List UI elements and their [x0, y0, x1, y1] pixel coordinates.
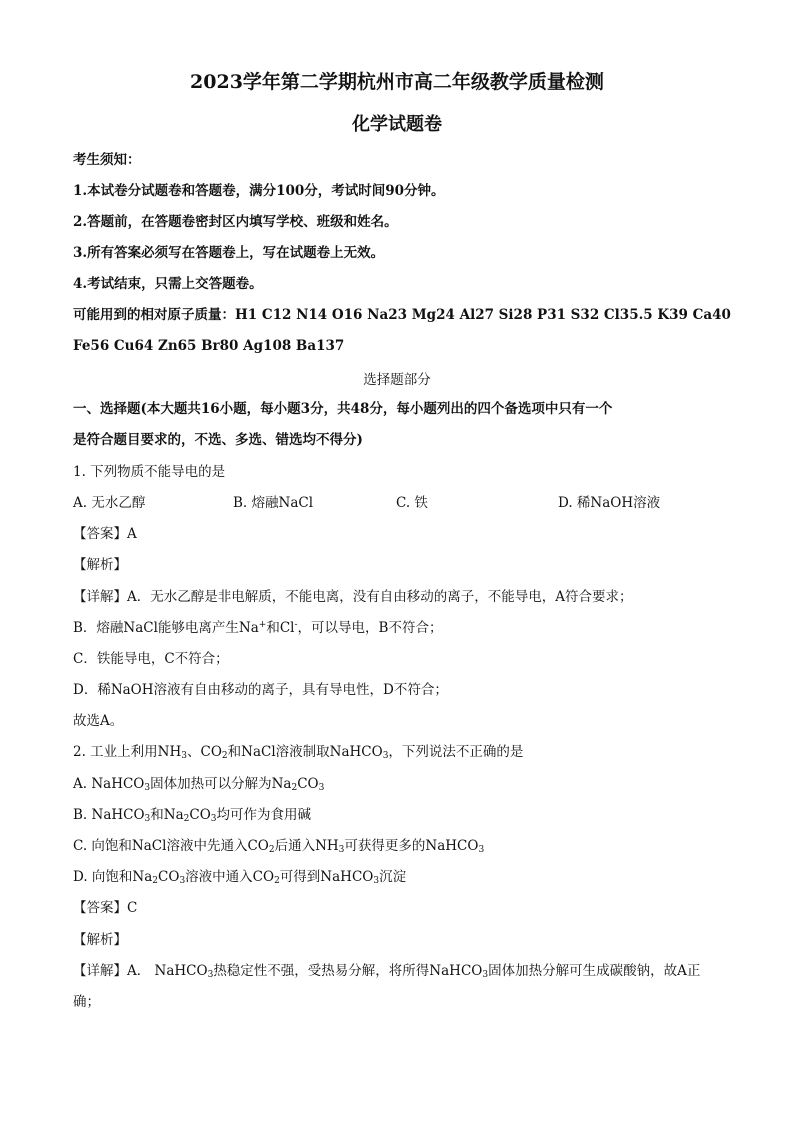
option-text: 溶液中通入CO — [185, 869, 275, 885]
q1-answer — [73, 525, 137, 543]
exam-subtitle: 化学试题卷 — [352, 114, 442, 135]
subscript: 3 — [181, 751, 187, 761]
q1-option-d: D. 稀NaOH溶液 — [558, 495, 661, 511]
detail-text: A． NaHCO — [127, 963, 208, 979]
option-text: 沉淀 — [379, 869, 407, 885]
subscript: 3 — [338, 845, 345, 855]
q2-answer — [73, 899, 137, 917]
subscript: 3 — [210, 814, 217, 824]
option-text: 可获得更多的NaHCO — [344, 838, 479, 854]
subscript: 3 — [478, 845, 485, 855]
subscript: 3 — [144, 783, 151, 793]
option-text: CO — [189, 807, 211, 823]
section-instruction-2: 是符合题目要求的，不选、多选、错选均不得分) — [73, 432, 363, 448]
atomic-mass-line-1: 可能用到的相对原子质量：H1 C12 N14 O16 Na23 Mg24 Al27 Si28 P31 S32 Cl35.5 K39 Ca40 — [73, 307, 731, 323]
option-text: CO — [158, 869, 180, 885]
exam-title: 2023学年第二学期杭州市高二年级教学质量检测 — [190, 71, 604, 93]
section-instruction-1: 一、选择题(本大题共16小题，每小题3分，共48分，每小题列出的四个备选项中只有一个 — [73, 401, 613, 417]
notice-heading: 考生须知： — [73, 152, 141, 168]
option-text: D. 向饱和Na — [73, 869, 153, 885]
option-text: 后通入NH — [274, 838, 339, 854]
subscript: 3 — [373, 876, 380, 886]
subscript: 3 — [382, 751, 389, 761]
q2-stem — [73, 743, 523, 761]
subscript: 2 — [152, 876, 159, 886]
detail-text: ，可以导电，B不符合； — [297, 620, 443, 636]
stem-text: ，下列说法不正确的是 — [388, 744, 524, 760]
option-text: 均可作为食用碱 — [216, 807, 312, 823]
section-title: 选择题部分 — [363, 372, 431, 388]
subscript: 3 — [207, 970, 214, 980]
subscript: 2 — [274, 876, 280, 886]
subscript: 3 — [318, 783, 325, 793]
q2-detail-a — [73, 962, 700, 980]
detail-text: A．无水乙醇是非电解质，不能电离，没有自由移动的离子，不能导电，A符合要求； — [127, 589, 633, 605]
notice-item-4: 4.考试结束，只需上交答题卷。 — [73, 276, 263, 292]
q2-option-d — [73, 868, 406, 886]
q2-detail-a-cont: 确； — [73, 994, 100, 1010]
option-text: B. NaHCO — [73, 807, 145, 823]
q1-detail-a — [73, 588, 633, 606]
notice-item-1: 1.本试卷分试题卷和答题卷，满分100分，考试时间90分钟。 — [73, 183, 445, 199]
subscript: 2 — [183, 814, 190, 824]
detail-text: 和Cl — [266, 620, 295, 636]
stem-text: 和NaCl溶液制取NaHCO — [227, 744, 383, 760]
q2-option-c — [73, 837, 484, 855]
option-text: A. NaHCO — [73, 776, 145, 792]
option-text: 可得到NaHCO — [279, 869, 374, 885]
q1-option-b: B. 熔融NaCl — [233, 495, 314, 511]
subscript: 3 — [144, 814, 151, 824]
subscript: 2 — [268, 845, 275, 855]
notice-item-3: 3.所有答案必须写在答题卷上，写在试题卷上无效。 — [73, 245, 385, 261]
detail-text: 固体加热分解可生成碳酸钠，故A正 — [488, 963, 701, 979]
q1-analysis-label: 【解析】 — [73, 557, 127, 573]
atomic-mass-line-2: Fe56 Cu64 Zn65 Br80 Ag108 Ba137 — [73, 338, 345, 354]
stem-text: 、CO — [187, 744, 222, 760]
answer-value: C — [127, 900, 138, 916]
superscript: + — [258, 620, 267, 630]
subscript: 2 — [221, 751, 228, 761]
option-text: 固体加热可以分解为Na — [150, 776, 292, 792]
answer-value: A — [127, 526, 137, 542]
subscript: 3 — [179, 876, 186, 886]
detail-label: 【详解】 — [73, 589, 127, 605]
detail-label: 【详解】 — [73, 963, 127, 979]
q1-option-a: A. 无水乙醇 — [73, 495, 146, 511]
subscript: 3 — [482, 970, 489, 980]
option-text: 和Na — [150, 807, 184, 823]
superscript: - — [294, 620, 298, 630]
q1-conclusion: 故选A。 — [73, 713, 124, 729]
q1-detail-b — [73, 619, 442, 637]
stem-text: 2. 工业上利用NH — [73, 744, 182, 760]
option-text: C. 向饱和NaCl溶液中先通入CO — [73, 838, 269, 854]
option-text: CO — [297, 776, 319, 792]
q2-option-a — [73, 775, 324, 793]
q1-detail-c: C．铁能导电，C不符合； — [73, 651, 229, 667]
q1-stem: 1. 下列物质不能导电的是 — [73, 464, 226, 480]
notice-item-2: 2.答题前，在答题卷密封区内填写学校、班级和姓名。 — [73, 214, 398, 230]
answer-label: 【答案】 — [73, 526, 127, 542]
subscript: 2 — [291, 783, 298, 793]
q1-detail-d: D．稀NaOH溶液有自由移动的离子，具有导电性，D不符合； — [73, 682, 448, 698]
detail-text: B．熔融NaCl能够电离产生Na — [73, 620, 259, 636]
answer-label: 【答案】 — [73, 900, 127, 916]
q1-option-c: C. 铁 — [396, 495, 428, 511]
detail-text: 热稳定性不强，受热易分解，将所得NaHCO — [213, 963, 483, 979]
q2-option-b — [73, 806, 311, 824]
q2-analysis-label: 【解析】 — [73, 932, 127, 948]
